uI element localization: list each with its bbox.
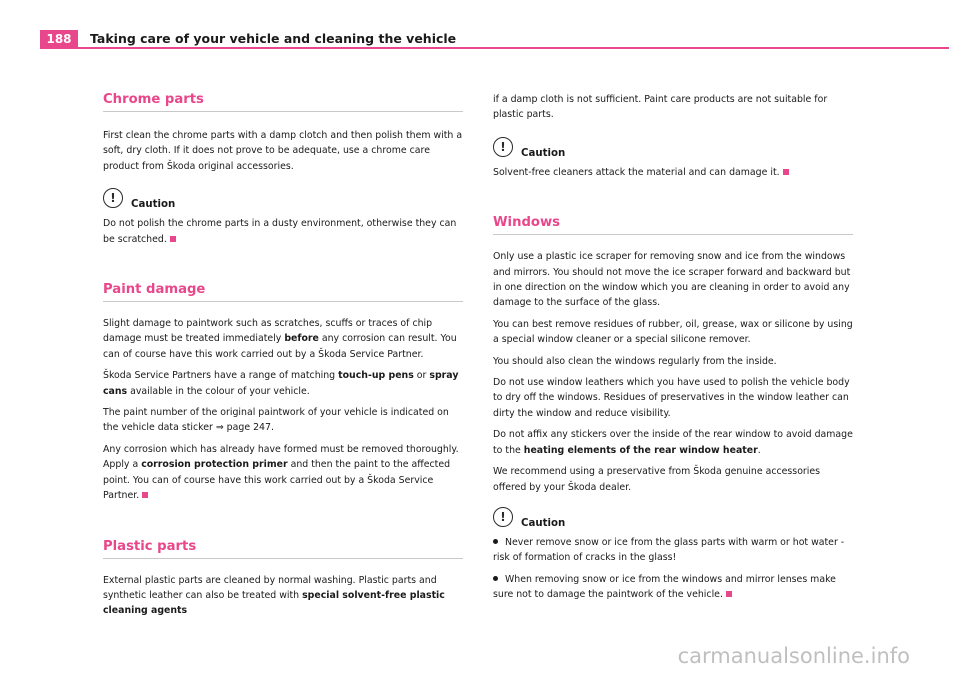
windows-caution-heading [493, 505, 853, 531]
page-number: 188 [40, 30, 78, 48]
section-title-paint-damage: Paint damage [103, 280, 463, 302]
windows-paragraph-4: Do not use window leathers which you have used to polish the vehicle body to dry off the windows. Residues of preservatives in the window leather can dirty the window and reduce visibility. [493, 377, 850, 419]
caution-icon: ! [103, 188, 123, 208]
windows-paragraph-1: Only use a plastic ice scraper for removing snow and ice from the windows and mirrors. You should not move the ice scraper forward and backward but in one direction on the window which you are cleaning in order to avoid any damage to the surface of the glass. [493, 251, 851, 309]
caution-icon: ! [493, 507, 513, 527]
right-column [493, 90, 853, 609]
plastic-caution-text: Solvent-free cleaners attack the material and can damage it. [493, 165, 853, 180]
windows-paragraph-2: You can best remove residues of rubber, oil, grease, wax or silicone by using a special window cleaner or a special silicone remover. [493, 318, 853, 346]
windows-caution-bullet-1: Never remove snow or ice from the glass parts with warm or hot water - risk of formation of cracks in the glass! [493, 536, 845, 564]
paint-paragraph-4: Any corrosion which has already have formed must be removed thoroughly. Apply a corrosion protection primer and then the paint to the affected point. You can of course have this work carried out by a Škoda Service Partner. [103, 443, 459, 502]
header-rule [40, 47, 949, 49]
bullet-icon [493, 576, 498, 581]
chrome-caution-heading [103, 186, 463, 212]
bullet-icon [493, 539, 498, 544]
plastic-caution-heading [493, 135, 853, 161]
paint-paragraph-3: The paint number of the original paintwork of your vehicle is indicated on the vehicle data sticker ⇒ page 247. [103, 407, 449, 434]
caution-label: Caution [131, 199, 176, 211]
section-title-plastic-parts: Plastic parts [103, 537, 463, 559]
paint-paragraph-2: Škoda Service Partners have a range of matching touch-up pens or spray cans available in the colour of your vehicle. [103, 370, 459, 397]
caution-label: Caution [521, 147, 566, 159]
section-end-marker [783, 169, 789, 175]
running-title: Taking care of your vehicle and cleaning the vehicle [90, 31, 457, 46]
windows-paragraph-3: You should also clean the windows regularly from the inside. [493, 355, 777, 367]
chrome-paragraph: First clean the chrome parts with a damp clotch and then polish them with a soft, dry cloth. If it does not prove to be adequate, use a chrome care product from Škoda original accessories. [103, 130, 463, 172]
plastic-continuation: if a damp cloth is not sufficient. Paint care products are not suitable for plastic parts. [493, 94, 828, 121]
windows-paragraph-6: We recommend using a preservative from Škoda genuine accessories offered by your Škoda dealer. [493, 466, 821, 493]
windows-caution-bullet-2: When removing snow or ice from the windows and mirror lenses make sure not to damage the paintwork of the vehicle. [493, 573, 836, 601]
section-title-chrome-parts: Chrome parts [103, 90, 463, 112]
section-end-marker [142, 492, 148, 498]
section-end-marker [726, 591, 732, 597]
caution-label: Caution [521, 517, 566, 529]
plastic-paragraph: External plastic parts are cleaned by normal washing. Plastic parts and synthetic leather can also be treated with special solvent-free plastic cleaning agents [103, 574, 445, 617]
section-title-windows: Windows [493, 213, 853, 235]
section-end-marker [170, 236, 176, 242]
caution-icon: ! [493, 137, 513, 157]
chrome-caution-text: Do not polish the chrome parts in a dusty environment, otherwise they can be scratched. [103, 218, 457, 245]
watermark-text: carmanualsonline.info [677, 644, 910, 668]
paint-paragraph-1: Slight damage to paintwork such as scratches, scuffs or traces of chip damage must be treated immediately before any corrosion can result. You can of course have this work carried out by a Škoda Service Partner. [103, 318, 457, 360]
windows-paragraph-5: Do not affix any stickers over the inside of the rear window to avoid damage to the heating elements of the rear window heater. [493, 429, 853, 456]
left-column [103, 90, 463, 625]
